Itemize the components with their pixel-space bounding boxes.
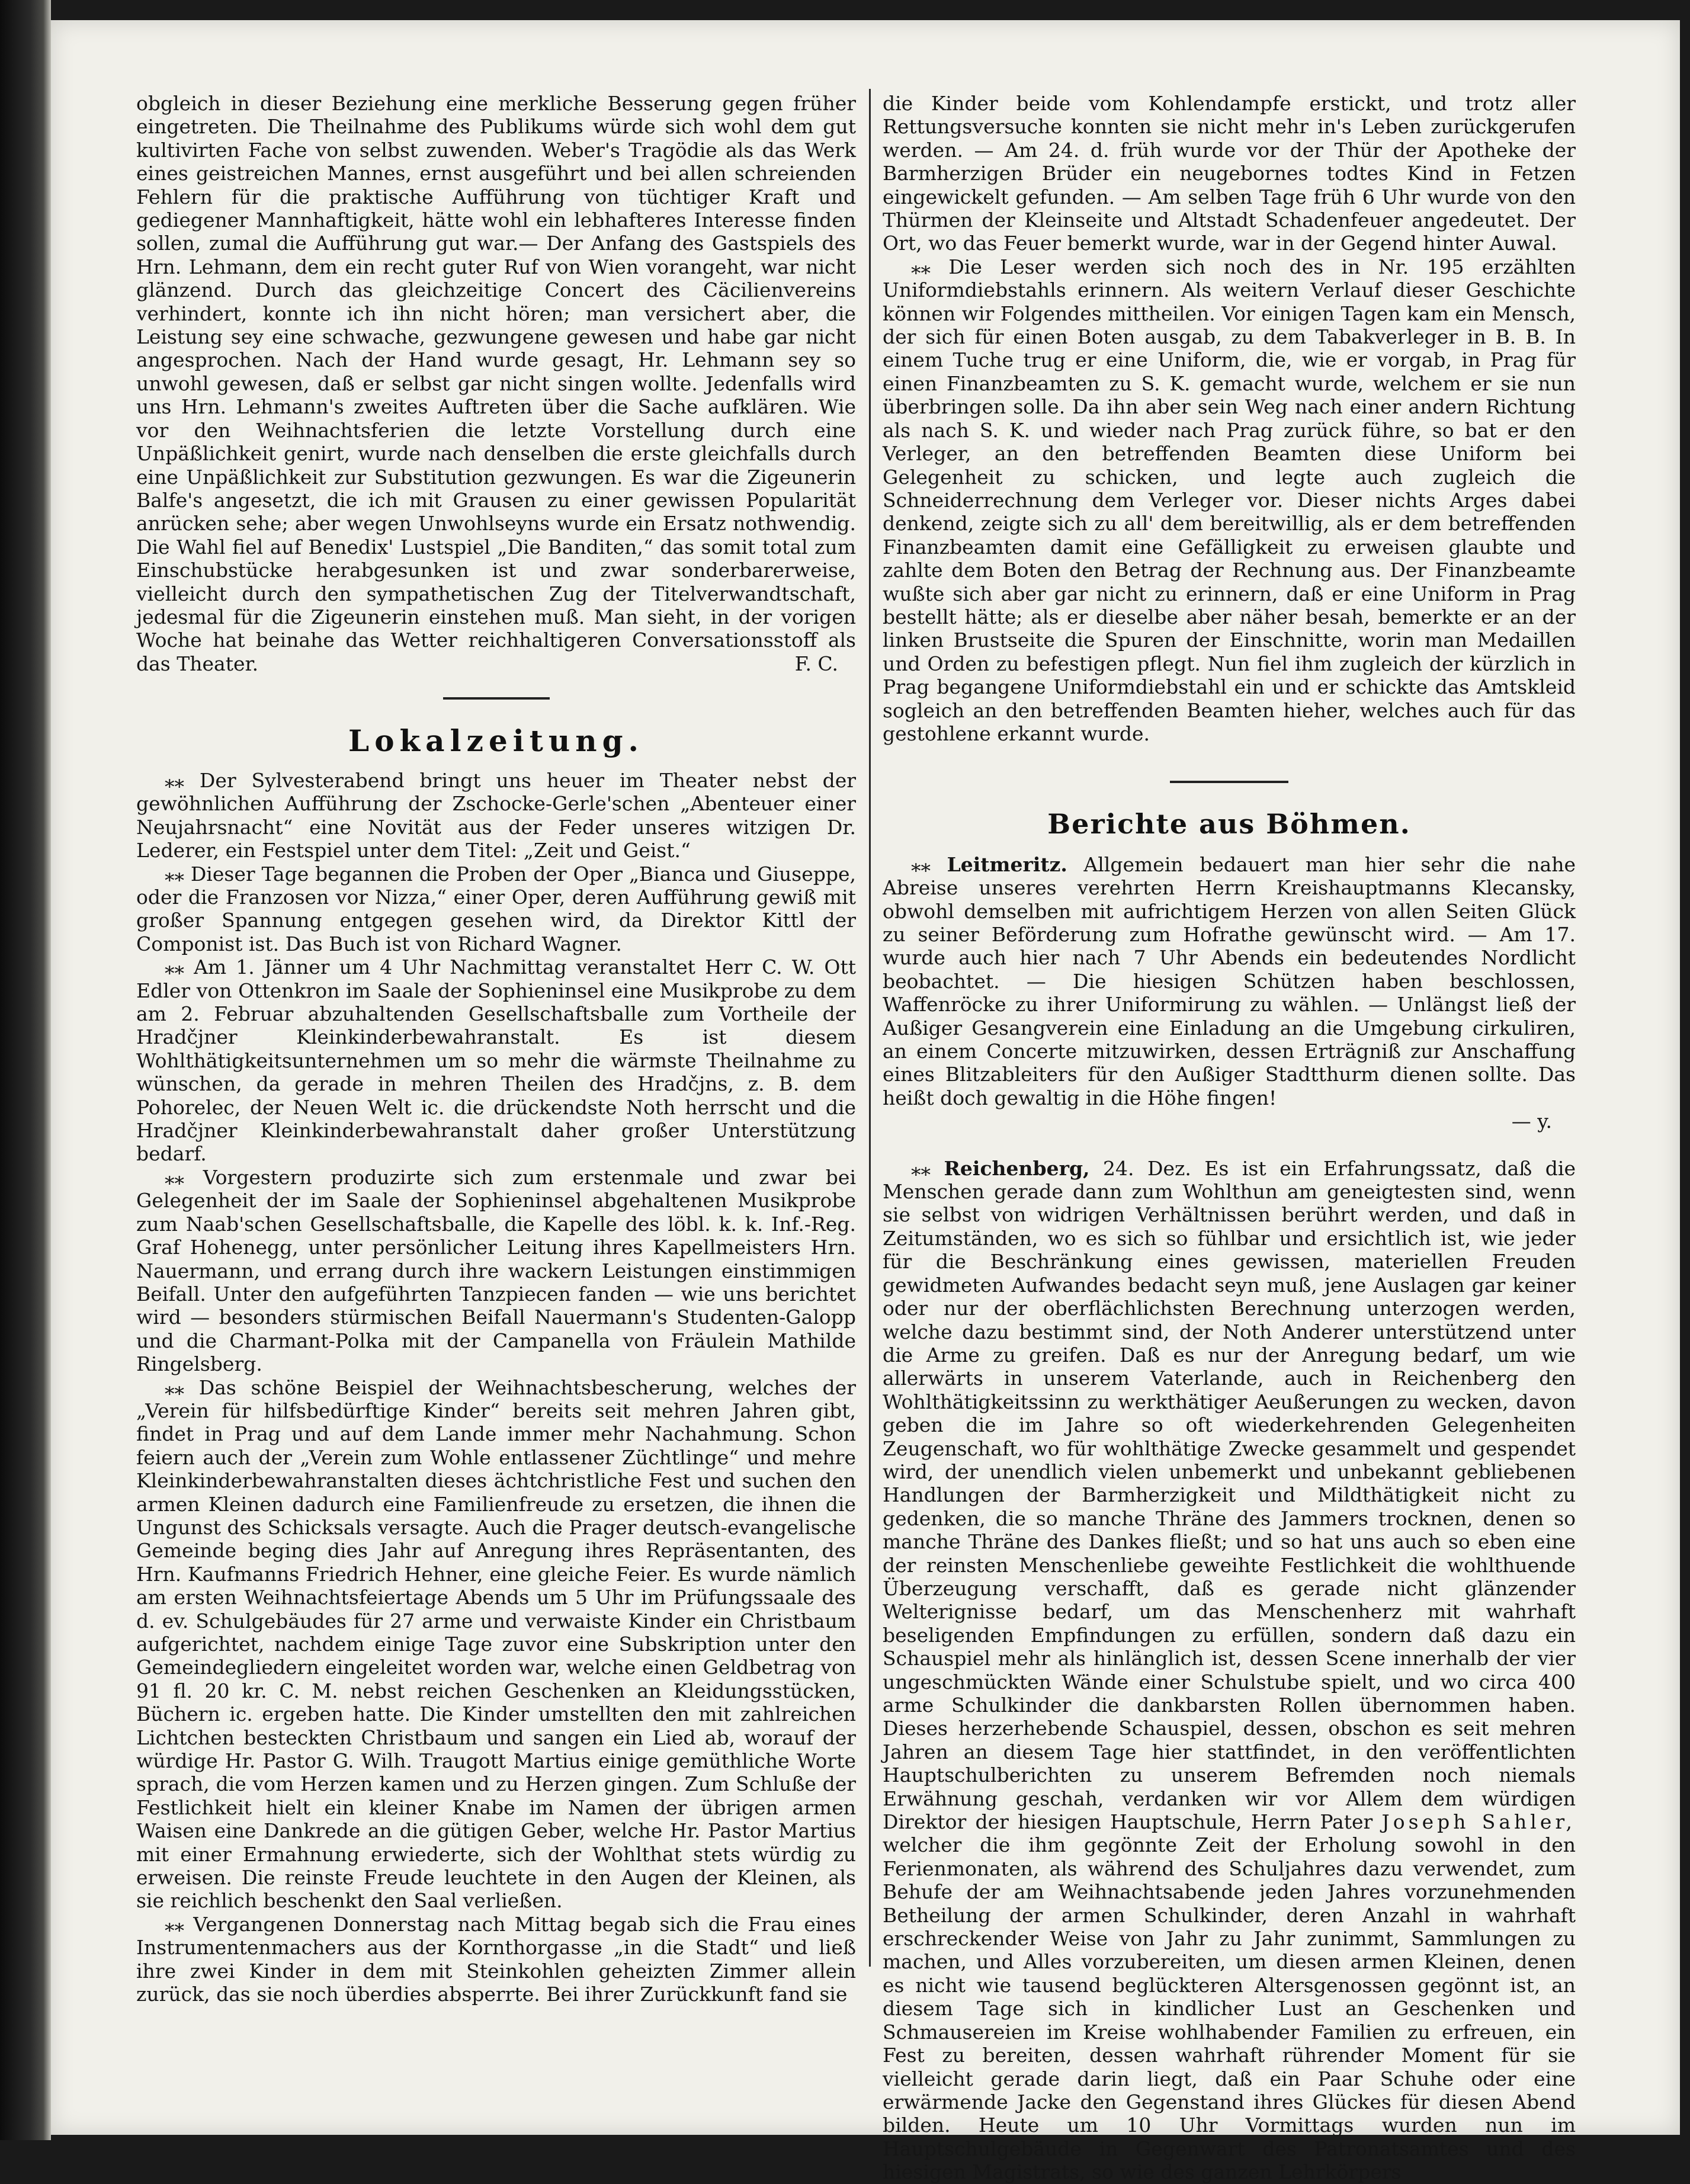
theater-review-paragraph: obgleich in dieser Beziehung eine merkliche Besserung gegen früher eingetreten. Die Theilnahme des Publikums würde sich wohl dem gut kultivirten Fache von selbst zuwenden. Weber's Tragödie als das Werk eines geistreichen Mannes, ernst ausgeführt und bei allen schreienden Fehlern für die praktische Aufführung von tüchtiger Kraft und gediegener Mannhaftigkeit, hätte wohl ein lebhafteres Interesse finden sollen, zumal die Aufführung gut war.— Der Anfang des Gastspiels des Hrn. Lehmann, dem ein recht guter Ruf von Wien vorangeht, war nicht glänzend. Durch das gleichzeitige Concert des Cäcilienvereins verhindert, konnte ich ihn nicht hören; man versichert aber, die Leistung sey eine schwache, gezwungene gewesen und habe gar nicht angesprochen. Nach der Hand wurde gesagt, Hr. Lehmann sey so unwohl gewesen, daß er selbst gar nicht singen wollte. Jedenfalls wird uns Hrn. Lehmann's zweites Auftreten über die Sache aufklären. Wie vor den Weihnachtsferien die letzte Vorstellung durch eine Unpäßlichkeit genirt, wurde nach denselben die erste gleichfalls durch eine Unpäßlichkeit zur Substitution gezwungen. Es war die Zigeunerin Balfe's angesetzt, die ich mit Grausen zu einer gewissen Popularität anrücken sehe; aber wegen Unwohlseyns wurde ein Ersatz nothwendig. Die Wahl fiel auf Benedix' Lustspiel „Die Banditen,“ das somit total zum Einschubstücke herabgesunken ist und zwar sonderbarerweise, vielleicht durch den sympathetischen Zug der Titelverwandtschaft, jedesmal für die Zigeunerin einstehen muß. Man sieht, in der vorigen Woche hat beinahe das Wetter reichhaltigeren Conversationsstoff als das Theater. [136, 92, 856, 675]
section-title-berichte: Berichte aus Böhmen. [1047, 808, 1411, 841]
section-title-lokalzeitung: Lokalzeitung. [348, 723, 644, 758]
left-column [136, 92, 856, 2006]
report-reichenberg: ⁎⁎ Reichenberg, 24. Dez. Es ist ein Erfahrungssatz, daß die Menschen gerade dann zum Wohlthun am geneigtesten sind, wenn sie selbst von widrigen Verhältnissen berührt werden, und daß in Zeitumständen, wo es sich so fühlbar und ersichtlich ist, wie jeder für die Beschränkung eines gewissen, materiellen Freuden gewidmeten Aufwandes bedacht seyn muß, jene Auslagen gar keiner oder nur der oberflächlichsten Berechnung unterzogen werden, welche dazu bestimmt sind, der Noth Anderer unterstützend unter die Arme zu greifen. Daß es nur der Anregung bedarf, um wie allerwärts in unserem Vaterlande, auch in Reichenberg den Wohlthätigkeitssinn zu werkthätiger Aeußerungen zu wecken, davon geben die im Jahre so oft wiederkehrenden Gelegenheiten Zeugenschaft, wo für wohlthätige Zwecke gesammelt und gespendet wird, der unendlich vielen unbemerkt und unbekannt gebliebenen Handlungen der Barmherzigkeit und Mildthätigkeit nicht zu gedenken, die so manche Thräne des Jammers trocknen, denen so manche Thräne des Dankes fließt; und so hat uns auch so eben eine der reinsten Menschenliebe geweihte Festlichkeit die wohlthuende Überzeugung verschafft, daß es gerade nicht glänzender Welterignisse bedarf, um das Menschenherz mit wahrhaft beseligenden Empfindungen zu erfüllen, sondern daß dazu ein Schauspiel mehr als hinlänglich ist, dessen Scene innerhalb der vier ungeschmückten Wände einer Schulstube spielt, und wo circa 400 arme Schulkinder die dankbarsten Rollen übernommen haben. Dieses herzerhebende Schauspiel, dessen, obschon es seit mehren Jahren an diesem Tage hier stattfindet, in den veröffentlichten Hauptschulberichten zu unserem Befremden noch niemals Erwähnung geschah, verdanken wir vor Allem dem würdigen Direktor der hiesigen Hauptschule, Herrn Pater Joseph Sahler, welcher die ihm gegönnte Zeit der Erholung sowohl in den Ferienmonaten, als während des Schuljahres dazu verwendet, zum Behufe der am Weihnachtsabende jeden Jahres vorzunehmenden Betheilung der armen Schulkinder, deren Anzahl in wahrhaft erschreckender Weise von Jahr zu Jahr zunimmt, Sammlungen zu machen, und Alles vorzubereiten, um diesen armen Kleinen, denen es nicht wie tausend beglückteren Altersgenossen gegönnt ist, an diesem Tage sich in kindlicher Lust an Geschenken und Schmausereien im Kreise wohlhabender Familien zu erfreuen, ein Fest zu bereiten, dessen wahrhaft rührender Moment für sie vielleicht gerade darin liegt, daß ein Paar Schuhe oder eine erwärmende Jacke den Gegenstand ihres Glückes für diesen Abend bilden. Heute um 10 Uhr Vormittags wurden nun im Hauptschulgebäude in Gegenwart des Patronatsamtes und des hiesigen Magistrats, so wie des ganzen Lehrkörpers [883, 1156, 1576, 2184]
news-item: ⁎⁎ Dieser Tage begannen die Proben der Oper „Bianca und Giuseppe, oder die Franzosen vor Nizza,“ einer Oper, deren Aufführung gewiß mit großer Spannung entgegen gesehen wird, da Direktor Kittl der Componist ist. Das Buch ist von Richard Wagner. [136, 862, 856, 955]
item-marker: ⁎⁎ [165, 1375, 184, 1399]
item-marker: ⁎⁎ [165, 768, 184, 792]
report-leitmeritz: ⁎⁎ Leitmeritz. Allgemein bedauert man hier sehr die nahe Abreise unseres verehrten Herrn Kreishauptmanns Klecansky, obwohl demselben mit aufrichtigem Herzen von allen Seiten Glück zu seiner Beförderung zum Hofrathe gewünscht wird. — Am 17. wurde auch hier nach 7 Uhr Abends ein bedeutendes Nordlicht beobachtet. — Die hiesigen Schützen haben beschlossen, Waffenröcke zu ihrer Uniformirung zu wählen. — Unlängst ließ der Außiger Gesangverein eine Einladung an die Umgebung cirkuliren, an einem Concerte mitzuwirken, dessen Erträgniß zur Anschaffung eines Blitzableiters für den Außiger Stadtthurm dienen sollte. Das heißt doch gewaltig in die Höhe fingen! [883, 852, 1576, 1109]
item-marker: ⁎⁎ [165, 1165, 184, 1189]
item-marker: ⁎⁎ [165, 1912, 184, 1936]
news-item: ⁎⁎ Der Sylvesterabend bringt uns heuer im Theater nebst der gewöhnlichen Aufführung der Zschocke-Gerle'schen „Abenteuer einer Neujahrsnacht“ eine Novität aus der Feder unseres witzigen Dr. Lederer, ein Festspiel unter dem Titel: „Zeit und Geist.“ [136, 768, 856, 862]
review-signature: F. C. [794, 652, 838, 676]
section-rule [443, 697, 550, 700]
item-marker: ⁎⁎ [165, 862, 184, 886]
section-rule [1170, 781, 1288, 783]
place-name: Leitmeritz. [947, 852, 1067, 876]
right-column [883, 92, 1576, 2184]
news-item: ⁎⁎ Am 1. Jänner um 4 Uhr Nachmittag veranstaltet Herr C. W. Ott Edler von Ottenkron im Saale der Sophieninsel eine Musikprobe zu dem am 2. Februar abzuhaltenden Gesellschaftsballe zum Vortheile der Hradčjner Kleinkinderbewahranstalt. Es ist diesem Wohlthätigkeitsunternehmen um so mehr die wärmste Theilnahme zu wünschen, da gerade in mehren Theilen des Hradčjns, z. B. dem Pohorelec, der Neuen Welt ic. die drückendste Noth herrscht und die Hradčjner Kleinkinderbewahranstalt daher großer Unterstützung bedarf. [136, 955, 856, 1166]
report-date: 24. Dez. [1103, 1156, 1191, 1180]
news-item: ⁎⁎ Das schöne Beispiel der Weihnachtsbescherung, welches der „Verein für hilfsbedürftige Kinder“ bereits seit mehren Jahren gibt, findet in Prag und auf dem Lande immer mehr Nachahmung. Schon feiern auch der „Verein zum Wohle entlassener Züchtlinge“ und mehre Kleinkinderbewahranstalten dieses ächtchristliche Fest und suchen den armen Kleinen dadurch eine Familienfreude zu ersetzen, die ihnen die Ungunst des Schicksals versagte. Auch die Prager deutsch-evangelische Gemeinde beging dies Jahr auf Anregung ihres Repräsentanten, des Hrn. Kaufmanns Friedrich Hehner, eine gleiche Feier. Es wurde nämlich am ersten Weihnachtsfeiertage Abends um 5 Uhr im Prüfungssaale des d. ev. Schulgebäudes für 27 arme und verwaiste Kinder ein Christbaum aufgerichtet, nachdem einige Tage zuvor eine Subskription unter den Gemeindegliedern eingeleitet worden war, welche einen Geldbetrag von 91 fl. 20 kr. C. M. nebst reichen Geschenken an Kleidungsstücken, Büchern ic. ergeben hatte. Die Kinder umstellten den mit zahlreichen Lichtchen besteckten Christbaum und sangen ein Lied ab, worauf der würdige Hr. Pastor G. Wilh. Traugott Martius einige gemüthliche Worte sprach, die vom Herzen kamen und zu Herzen gingen. Zum Schluße der Festlichkeit hielt ein kleiner Knabe im Namen der übrigen armen Waisen eine Dankrede an die gütigen Geber, welche Hr. Pastor Martius mit einer Ermahnung erwiederte, sich der Wohlthat stets würdig zu erweisen. Die reinste Freude leuchtete in den Augen der Kleinen, als sie reichlich beschenkt den Saal verließen. [136, 1375, 856, 1913]
news-item-uniform-theft: ⁎⁎ Die Leser werden sich noch des in Nr. 195 erzählten Uniformdiebstahls erinnern. Als weitern Verlauf dieser Geschichte können wir Folgendes mittheilen. Vor einigen Tagen kam ein Mensch, der sich für einen Boten ausgab, zu dem Tabakverleger in B. B. In einem Tuche trug er eine Uniform, die, wie er vorgab, in Prag für einen Finanzbeamten zu S. K. gemacht wurde, welchem er sie nun überbringen solle. Da ihn aber sein Weg nach einer andern Richtung als nach S. K. und wieder nach Prag zurück führe, so bat er den Verleger, an den betreffenden Beamten diese Uniform bei Gelegenheit zu schicken, und legte auch zugleich die Schneiderrechnung dem Verleger vor. Dieser nichts Arges dabei denkend, zeigte sich zu all' dem bereitwillig, als er dem betreffenden Finanzbeamten damit eine Gefälligkeit zu erweisen glaubte und zahlte dem Boten den Betrag der Rechnung aus. Der Finanzbeamte wußte sich aber gar nicht zu erinnern, daß er eine Uniform in Prag bestellt hätte; als er dieselbe aber näher besah, bemerkte er an der linken Brustseite die Spuren der Einschnitte, worin man Medaillen und Orden zu befestigen pflegt. Nun fiel ihm zugleich der kürzlich in Prag begangene Uniformdiebstahl ein und er schickte das Amtskleid sogleich an den betreffenden Beamten hieher, welches auch für das gestohlene erkannt wurde. [883, 255, 1576, 745]
item-marker: ⁎⁎ [911, 255, 931, 278]
person-name: Joseph Sahler, [1381, 1810, 1576, 1834]
place-name: Reichenberg, [944, 1156, 1090, 1180]
news-item: ⁎⁎ Vergangenen Donnerstag nach Mittag begab sich die Frau eines Instrumentenmachers aus der Kornthorgasse „in die Stadt“ und ließ ihre zwei Kinder in dem mit Steinkohlen geheizten Zimmer allein zurück, das sie noch überdies absperrte. Bei ihrer Zurückkunft fand sie [136, 1912, 856, 2006]
report-signature: — y. [1511, 1109, 1552, 1133]
book-spine [0, 0, 51, 2140]
item-marker: ⁎⁎ [911, 852, 931, 876]
item-marker: ⁎⁎ [165, 955, 184, 979]
item-marker: ⁎⁎ [911, 1156, 931, 1180]
continued-article: die Kinder beide vom Kohlendampfe erstickt, und trotz aller Rettungsversuche konnten sie nicht mehr in's Leben zurückgerufen werden. — Am 24. d. früh wurde vor der Thür der Apotheke der Barmherzigen Brüder ein neugebornes todtes Kind in Fetzen eingewickelt gefunden. — Am selben Tage früh 6 Uhr wurde von den Thürmen der Kleinseite und Altstadt Schadenfeuer angedeutet. Der Ort, wo das Feuer bemerkt wurde, war in der Gegend hinter Auwal. [883, 92, 1576, 255]
news-item: ⁎⁎ Vorgestern produzirte sich zum erstenmale und zwar bei Gelegenheit der im Saale der Sophieninsel abgehaltenen Musikprobe zum Naab'schen Gesellschaftsballe, die Kapelle des löbl. k. k. Inf.-Reg. Graf Hohenegg, unter persönlicher Leitung ihres Kapellmeisters Hrn. Nauermann, und errang durch ihre wackern Leistungen einstimmigen Beifall. Unter den aufgeführten Tanzpiecen fanden — wie uns berichtet wird — besonders stürmischen Beifall Nauermann's Studenten-Galopp und die Charmant-Polka mit der Campanella von Fräulein Mathilde Ringelsberg. [136, 1165, 856, 1376]
column-divider [869, 89, 871, 1967]
